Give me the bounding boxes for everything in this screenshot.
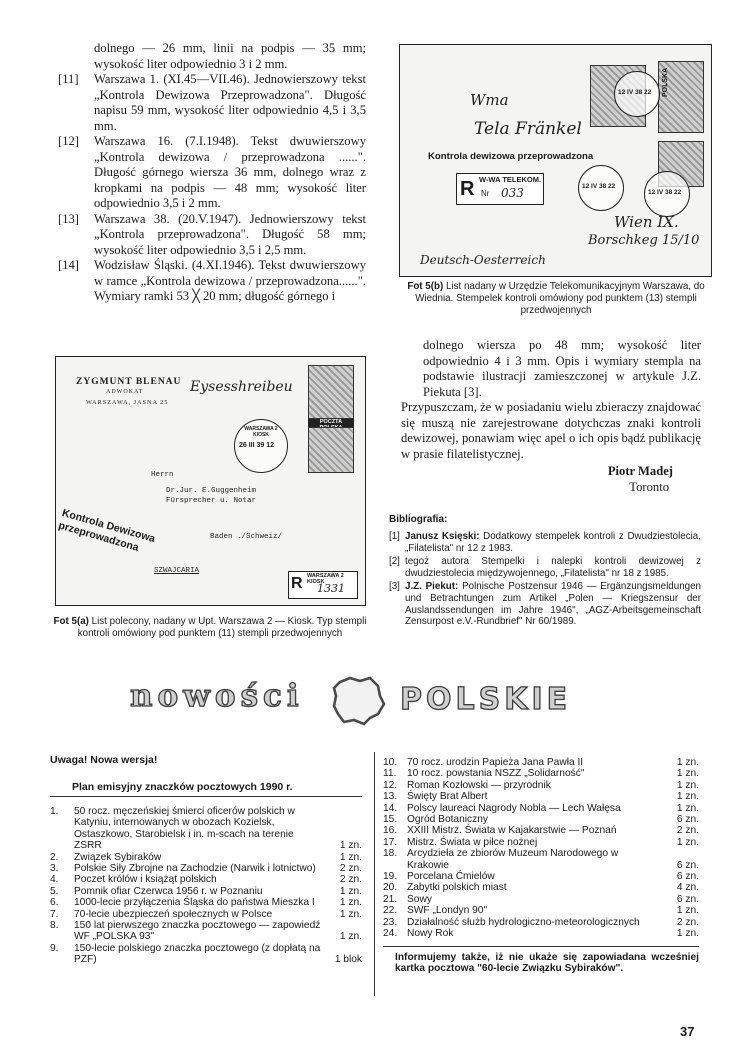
list-item (389, 531, 701, 554)
item-title: Nowy Rok (407, 928, 454, 940)
recipient-line: Dr.Jur. E.Guggenheim (166, 487, 257, 495)
list-item (383, 905, 699, 916)
control-stamp: Kontrola dewizowa przeprowadzona (428, 151, 594, 162)
entry-number: [14] (58, 258, 79, 272)
list-item (50, 943, 362, 966)
list-item (383, 768, 699, 779)
item-title: 1000-lecie przyłączenia Śląska do państwa Mieszka I (74, 897, 315, 909)
entry-text: Warszawa 16. (7.I.1948). Tekst dwuwierszowy „Kontrola dewizowa / przeprowadzona ......". Długość górnego wiersza 36 mm, dolnego wraz z kropkami na podpis — 48 mm; wysokość liter odpowiednio 3,5 i 2 mm. (94, 134, 366, 210)
item-number: 10. (383, 757, 398, 768)
item-title: Porcelana Ćmielów (407, 871, 495, 883)
ref-number: [2] (389, 556, 400, 568)
item-number: 14. (383, 802, 398, 814)
entry-number: [13] (58, 211, 79, 226)
envelope-photo-5a (55, 356, 366, 606)
item-title: Polskie Siły Zbrojne na Zachodzie (Narwik i lotnictwo) (74, 863, 316, 875)
continuation-paragraph: dolnego wiersza po 48 mm; wysokość liter odpowiednio 4 i 3 mm. Opis i wymiary stempla na podstawie ilustracji zamieszczonej w artykule J.Z. Piekuta [3]. (423, 338, 701, 399)
item-quantity: 2 zn. (339, 874, 362, 886)
item-number: 17. (383, 836, 398, 848)
item-title: Polscy laureaci Nagrody Nobla — Lech Wałęsa (407, 802, 621, 814)
list-item (50, 806, 362, 852)
postmark (614, 71, 660, 117)
list-item (383, 780, 699, 791)
item-number: 21. (383, 893, 398, 905)
item-title: 10 rocz. powstania NSZZ „Solidarność" (407, 768, 585, 780)
item-title: Związek Sybiraków (74, 851, 162, 863)
plan-right-list (383, 757, 699, 974)
item-quantity: 6 zn. (676, 893, 699, 905)
banner-left-text: nowości (130, 678, 304, 714)
stamp-caption: POLSKA (662, 67, 669, 97)
list-item (383, 757, 699, 768)
postmark-label: WARSZAWA 2 KIOSK (244, 426, 278, 438)
item-number: 9. (50, 942, 59, 954)
ref-text: Polnische Postzensur 1946 — Ergänzungsmeldungen und Betrachtungen zum Artikel „Polen — Kriegszensur der Auslandssendungen im Jahre 1946", „AGZ-Arbeitsgemeinschaft Zensurpost e.V.-Rundbrief" Nr 60/1989. (405, 581, 701, 628)
list-item (383, 894, 699, 905)
list-item (58, 72, 366, 134)
sender-title: ADWOKAT (106, 389, 144, 395)
list-item (58, 134, 366, 212)
postage-stamp (308, 427, 354, 473)
item-title: 150-lecie polskiego znaczka pocztowego (z dopłatą na PZF) (74, 942, 321, 966)
postmark-date: 12 IV 38 22 (582, 183, 616, 190)
registration-office: W-WA TELEKOM. (479, 175, 542, 184)
registration-nr-label: Nr (481, 189, 490, 198)
item-number: 18. (383, 848, 398, 860)
list-item (389, 556, 701, 579)
plan-left-list (50, 806, 362, 966)
list-item (383, 882, 699, 893)
stamp-label: POCZTA (308, 419, 354, 431)
postmark (644, 171, 690, 217)
item-title: XXIII Mistrz. Świata w Kajakarstwie — Poznań (407, 825, 617, 837)
item-number: 22. (383, 905, 398, 917)
right-column-text (401, 338, 701, 495)
plan-footnote: Informujemy także, iż nie ukaże się zapowiadana wcześniej kartka pocztowa "60-lecie Związku Sybiraków". (383, 946, 699, 975)
recipient-line: Baden ./Schweiz/ (210, 533, 283, 541)
item-quantity: 1 zn. (339, 897, 362, 909)
plan-title-rule (50, 796, 362, 797)
item-quantity: 1 zn. (676, 802, 699, 814)
caption-label: Fot 5(a) (53, 616, 89, 627)
item-title: Arcydzieła ze zbiorów Muzeum Narodowego w Krakowie (407, 848, 619, 871)
item-quantity: 1 zn. (339, 885, 362, 897)
registration-label (456, 173, 544, 205)
item-number: 20. (383, 882, 398, 894)
list-item (383, 871, 699, 882)
recipient-line: Herrn (151, 471, 174, 479)
postage-stamp (308, 365, 354, 419)
item-title: Święty Brat Albert (407, 791, 488, 803)
address-line: Tela Fränkel (474, 119, 582, 139)
address-line: Borschkeg 15/10 (588, 233, 700, 248)
address-line: Wma (470, 91, 509, 109)
banner-right-text: POLSKIE (400, 682, 572, 717)
list-item (50, 874, 362, 885)
recipient-line: Fürsprecher u. Notar (166, 497, 257, 505)
item-number: 6. (50, 897, 59, 909)
item-number: 23. (383, 916, 398, 928)
item-number: 3. (50, 863, 59, 875)
item-quantity: 1 zn. (676, 779, 699, 791)
item-title: 50 rocz. męczeńskiej śmierci oficerów polskich w Katyniu, internowanych w obozach Kozielsk, Ostaszkowo, Starobielsk i in. m-scach na terenie ZSRR (74, 806, 295, 852)
item-number: 13. (383, 791, 398, 803)
lead-paragraph: dolnego — 26 mm, linii na podpis — 35 mm; wysokość liter odpowiednio 3 i 2 mm. (94, 41, 366, 71)
item-number: 12. (383, 779, 398, 791)
item-quantity: 1 zn. (676, 928, 699, 940)
item-number: 16. (383, 825, 398, 837)
notice-text: Uwaga! Nowa wersja! (50, 754, 158, 766)
sender-name: ZYGMUNT BLENAU (76, 377, 182, 387)
left-column-text (58, 41, 366, 305)
item-quantity: 1 zn. (676, 905, 699, 917)
destination-country: SZWAJCARIA (154, 567, 200, 575)
list-item (383, 803, 699, 814)
figure-caption-5a (52, 616, 368, 640)
item-number: 1. (50, 806, 59, 817)
entry-text: Warszawa 1. (XI.45—VII.46). Jednowierszowy tekst „Kontrola Dewizowa Przeprowadzona". Długość napisu 59 mm, wysokość liter odpowiednio 4,5 i 3,5 mm. (94, 72, 366, 133)
list-item (383, 928, 699, 939)
item-number: 2. (50, 851, 59, 863)
item-title: Roman Kozłowski — przyrodnik (407, 779, 551, 791)
ref-author: J.Z. Piekut: (405, 581, 459, 593)
figure-caption-5b (402, 281, 710, 317)
item-title: Poczet królów i książąt polskich (74, 874, 217, 886)
caption-text: List nadany w Urzędzie Telekomunikacyjnym Warszawa, do Wiednia. Stempelek kontroli omówiony pod punktem (13) stempli przedwojennych (415, 281, 705, 316)
ref-text: Dodatkowy stempelek kontroli z Dwudziestolecia, „Filatelista" nr 12 z 1983. (405, 531, 701, 554)
item-quantity: 1 blok (334, 954, 362, 966)
item-title: Ogród Botaniczny (407, 814, 488, 826)
postmark-date: 12 IV 38 22 (618, 89, 652, 96)
postmark-date: 26 III 39 12 (239, 442, 275, 449)
address-line: Wien IX. (614, 213, 679, 231)
item-number: 8. (50, 920, 59, 932)
list-item (383, 917, 699, 928)
registration-number: 1331 (317, 582, 345, 595)
item-quantity: 1 zn. (339, 840, 362, 852)
registration-letter: R (291, 575, 303, 592)
item-quantity: 1 zn. (676, 836, 699, 848)
list-item (50, 852, 362, 863)
postmark-date: 12 IV 38 22 (648, 189, 682, 196)
item-quantity: 1 zn. (676, 791, 699, 803)
item-title: 150 lat pierwszego znaczka pocztowego — zapowiedź WF „POLSKA 93" (74, 920, 321, 943)
section-banner (120, 672, 640, 728)
registration-letter: R (460, 178, 475, 200)
item-title: Działalność służb hydrologiczno-meteorologicznych (407, 916, 640, 928)
list-item (50, 886, 362, 897)
item-quantity: 1 zn. (339, 851, 362, 863)
envelope-photo-5b (399, 44, 712, 277)
list-item (383, 848, 699, 871)
author-name: Piotr Madej (607, 464, 673, 478)
entry-text: Wodzisław Śląski. (4.XI.1946). Tekst dwuwierszowy w ramce „Kontrola dewizowa / przeprowadzona......". Wymiary ramki 53 ╳ 20 mm; długość górnego i (94, 258, 366, 303)
list-item (383, 814, 699, 825)
poland-outline (334, 678, 384, 724)
registration-office: WARSZAWA 2 KIOSK (307, 573, 344, 585)
registration-number: 033 (501, 186, 524, 200)
item-quantity: 6 zn. (676, 814, 699, 826)
item-title: Mistrz. Świata w piłce nożnej (407, 836, 538, 848)
postmark (578, 165, 624, 211)
item-number: 24. (383, 928, 398, 940)
item-title: 70 rocz. urodzin Papieża Jana Pawła II (407, 757, 584, 768)
control-stamp: Kontrola Dewizowa przeprowadzona (57, 507, 157, 554)
item-title: Zabytki polskich miast (407, 882, 507, 894)
ref-text: tegoż autora Stempelki i nalepki kontroli dewizowej z dwudziestolecia międzywojennego, „Filatelista" nr 18 z 1985. (405, 556, 701, 579)
list-item (50, 920, 362, 943)
list-item (383, 825, 699, 836)
ref-author: Janusz Księski: (405, 531, 480, 542)
list-item (50, 863, 362, 874)
body-paragraph: Przypuszczam, że w posiadaniu wielu zbieraczy znajdować się muszą nie zarejestrowane dotychczas znaki kontroli dewizowej, ponawiam więc apel o ich opis bądź publikację w prasie filatelistycznej. (401, 400, 701, 461)
plan-column-divider (374, 752, 375, 996)
list-item (383, 791, 699, 802)
item-quantity: 4 zn. (676, 882, 699, 894)
sender-address: WARSZAWA, JASNA 25 (86, 399, 169, 406)
item-quantity: 1 zn. (339, 908, 362, 920)
item-quantity: 1 zn. (676, 757, 699, 768)
item-number: 4. (50, 874, 59, 886)
list-item (389, 581, 701, 627)
entry-number: [11] (58, 72, 79, 86)
item-number: 19. (383, 871, 398, 883)
item-title: 70-lecie ubezpieczeń społecznych w Polsce (74, 908, 273, 920)
item-quantity: 6 zn. (676, 859, 699, 871)
item-quantity: 1 zn. (339, 931, 362, 943)
item-title: SWF „Londyn 90" (407, 905, 488, 917)
list-item (50, 897, 362, 908)
item-number: 5. (50, 885, 59, 897)
list-item (383, 837, 699, 848)
ref-number: [1] (389, 531, 400, 542)
item-number: 11. (383, 768, 397, 780)
bibliography-heading: Bibliografia: (389, 514, 448, 525)
item-title: Sowy (407, 893, 432, 905)
item-quantity: 2 zn. (339, 863, 362, 875)
address-line: Deutsch-Oesterreich (420, 253, 546, 267)
page-number: 37 (680, 1024, 695, 1039)
list-item (50, 909, 362, 920)
registration-label (288, 571, 358, 599)
item-number: 7. (50, 908, 59, 920)
item-quantity: 2 zn. (676, 916, 699, 928)
item-quantity: 6 zn. (676, 871, 699, 883)
entry-text: Warszawa 38. (20.V.1947). Jednowierszowy tekst „Kontrola przeprowadzona". Długość 58 mm; wysokość liter odpowiednio 3,5 i 2,5 mm. (94, 211, 366, 257)
list-item (58, 258, 366, 305)
list-item (58, 212, 366, 259)
item-number: 15. (383, 814, 398, 826)
item-quantity: 2 zn. (676, 825, 699, 837)
author-city: Toronto (629, 479, 669, 494)
sender-signature: Eysesshreibeu (190, 379, 293, 395)
postmark (234, 419, 288, 473)
caption-label: Fot 5(b) (407, 281, 444, 292)
bibliography-list (389, 531, 701, 628)
item-quantity: 1 zn. (676, 768, 699, 780)
item-title: Pomnik ofiar Czerwca 1956 r. w Poznaniu (74, 885, 263, 897)
ref-number: [3] (389, 581, 400, 593)
poland-map-icon (326, 672, 390, 728)
entry-number: [12] (58, 134, 79, 148)
plan-title: Plan emisyjny znaczków pocztowych 1990 r. (72, 781, 293, 793)
caption-text: List polecony, nadany w Upt. Warszawa 2 — Kiosk. Typ stempli kontroli omówiony pod punktem (11) stempli przedwojennych (77, 616, 367, 639)
